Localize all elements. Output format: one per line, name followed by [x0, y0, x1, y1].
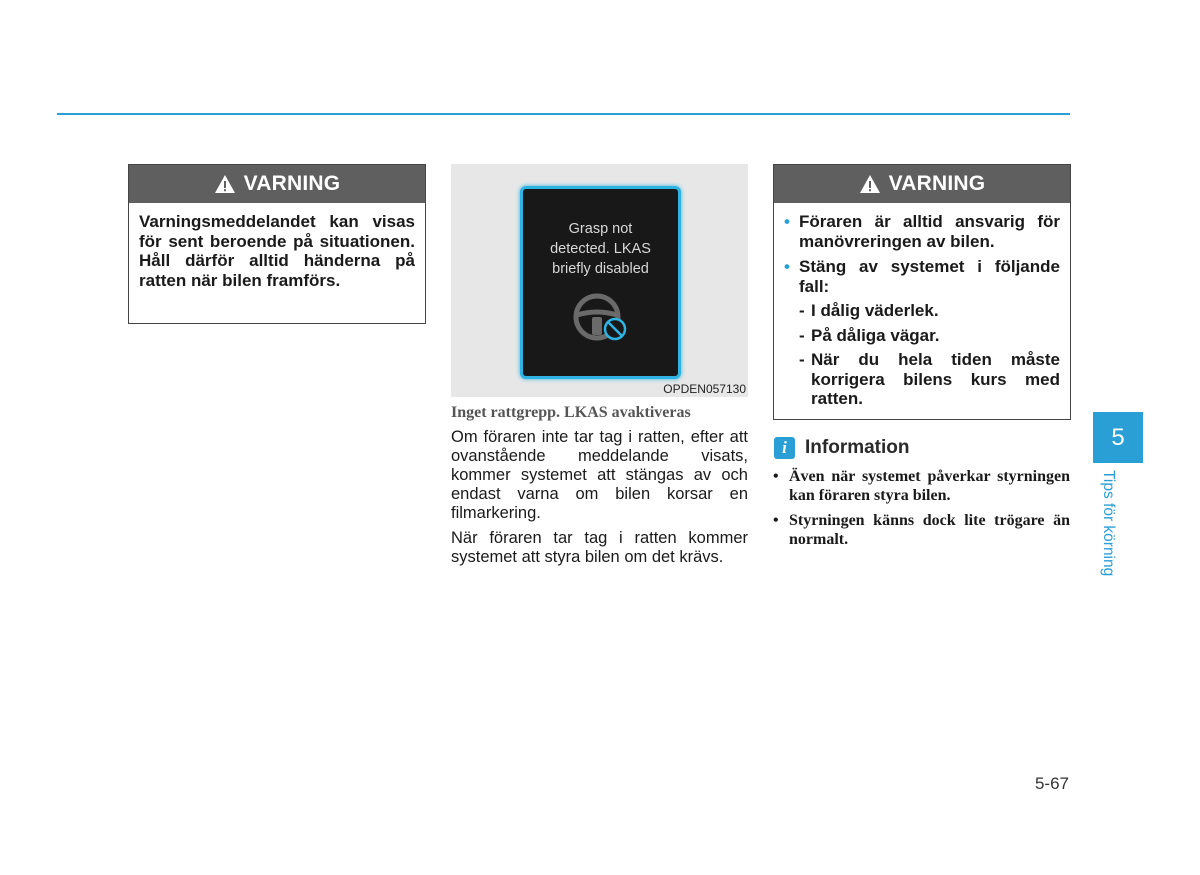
bullet-icon: •: [784, 257, 790, 276]
screen-line: briefly disabled: [552, 261, 649, 277]
info-icon: i: [774, 437, 795, 459]
screen-message: [523, 219, 678, 279]
list-item-text: Stäng av systemet i följande fall:: [799, 257, 1060, 296]
chapter-number-tab: 5: [1093, 412, 1143, 463]
list-item-text: Styrningen känns dock lite trögare än normalt.: [789, 512, 1070, 548]
warning-header: [774, 165, 1070, 203]
bullet-icon: •: [773, 468, 779, 485]
warning-box-left: [128, 164, 426, 324]
list-item: [773, 467, 1070, 505]
warning-title: VARNING: [243, 172, 341, 195]
cluster-screen: [520, 186, 681, 379]
bullet-icon: •: [773, 512, 779, 529]
body-paragraph: Om föraren inte tar tag i ratten, efter att ovanstående meddelande visats, kommer systemet att stängas av och endast varna om bilen korsar en filmarkering.: [451, 428, 748, 522]
information-list: [773, 467, 1070, 555]
information-header: [774, 437, 910, 459]
figure-code: OPDEN057130: [663, 382, 746, 396]
sub-list-item: - På dåliga vägar.: [799, 326, 1060, 346]
chapter-label: [1097, 470, 1121, 600]
page-number: 5-67: [1034, 774, 1069, 793]
list-item: [773, 511, 1070, 549]
warning-box-right: [773, 164, 1071, 420]
warning-header: [129, 165, 425, 203]
steering-wheel-icon: [571, 293, 633, 345]
list-item-text: Föraren är alltid ansvarig för manövreringen av bilen.: [799, 212, 1060, 251]
figure-cluster-display: [451, 164, 748, 397]
figure-caption: Inget rattgrepp. LKAS avaktiveras: [451, 404, 691, 421]
warning-body: [774, 203, 1070, 427]
no-entry-icon: [605, 319, 625, 339]
warning-title: VARNING: [888, 172, 986, 195]
body-paragraph: När föraren tar tag i ratten kommer systemet att styra bilen om det krävs.: [451, 529, 748, 566]
sub-list-item: - När du hela tiden måste korrigera bilens kurs med ratten.: [799, 350, 1060, 408]
sub-list-item-text: När du hela tiden måste korrigera bilens kurs med ratten.: [811, 350, 1060, 408]
warning-triangle-icon: [859, 174, 881, 194]
screen-line: Grasp not: [568, 221, 633, 237]
warning-list: [784, 212, 1060, 409]
chapter-label-text: Tips för körning: [1100, 470, 1117, 577]
information-title: Information: [805, 437, 910, 458]
sub-list-item-text: På dåliga vägar.: [811, 325, 940, 345]
list-item: [784, 212, 1060, 251]
sub-list-item: - I dålig väderlek.: [799, 301, 1060, 321]
sub-list: [799, 301, 1060, 409]
warning-text: Varningsmeddelandet kan visas för sent beroende på situationen. Håll därför alltid händerna på ratten när bilen framförs.: [139, 212, 415, 290]
sub-list-item-text: I dålig väderlek.: [811, 301, 939, 320]
screen-line: detected. LKAS: [550, 241, 651, 257]
list-item: [784, 257, 1060, 409]
top-rule: [57, 113, 1070, 115]
bullet-icon: •: [784, 212, 790, 231]
list-item-text: Även när systemet påverkar styrningen kan föraren styra bilen.: [789, 468, 1070, 504]
warning-triangle-icon: [214, 174, 236, 194]
